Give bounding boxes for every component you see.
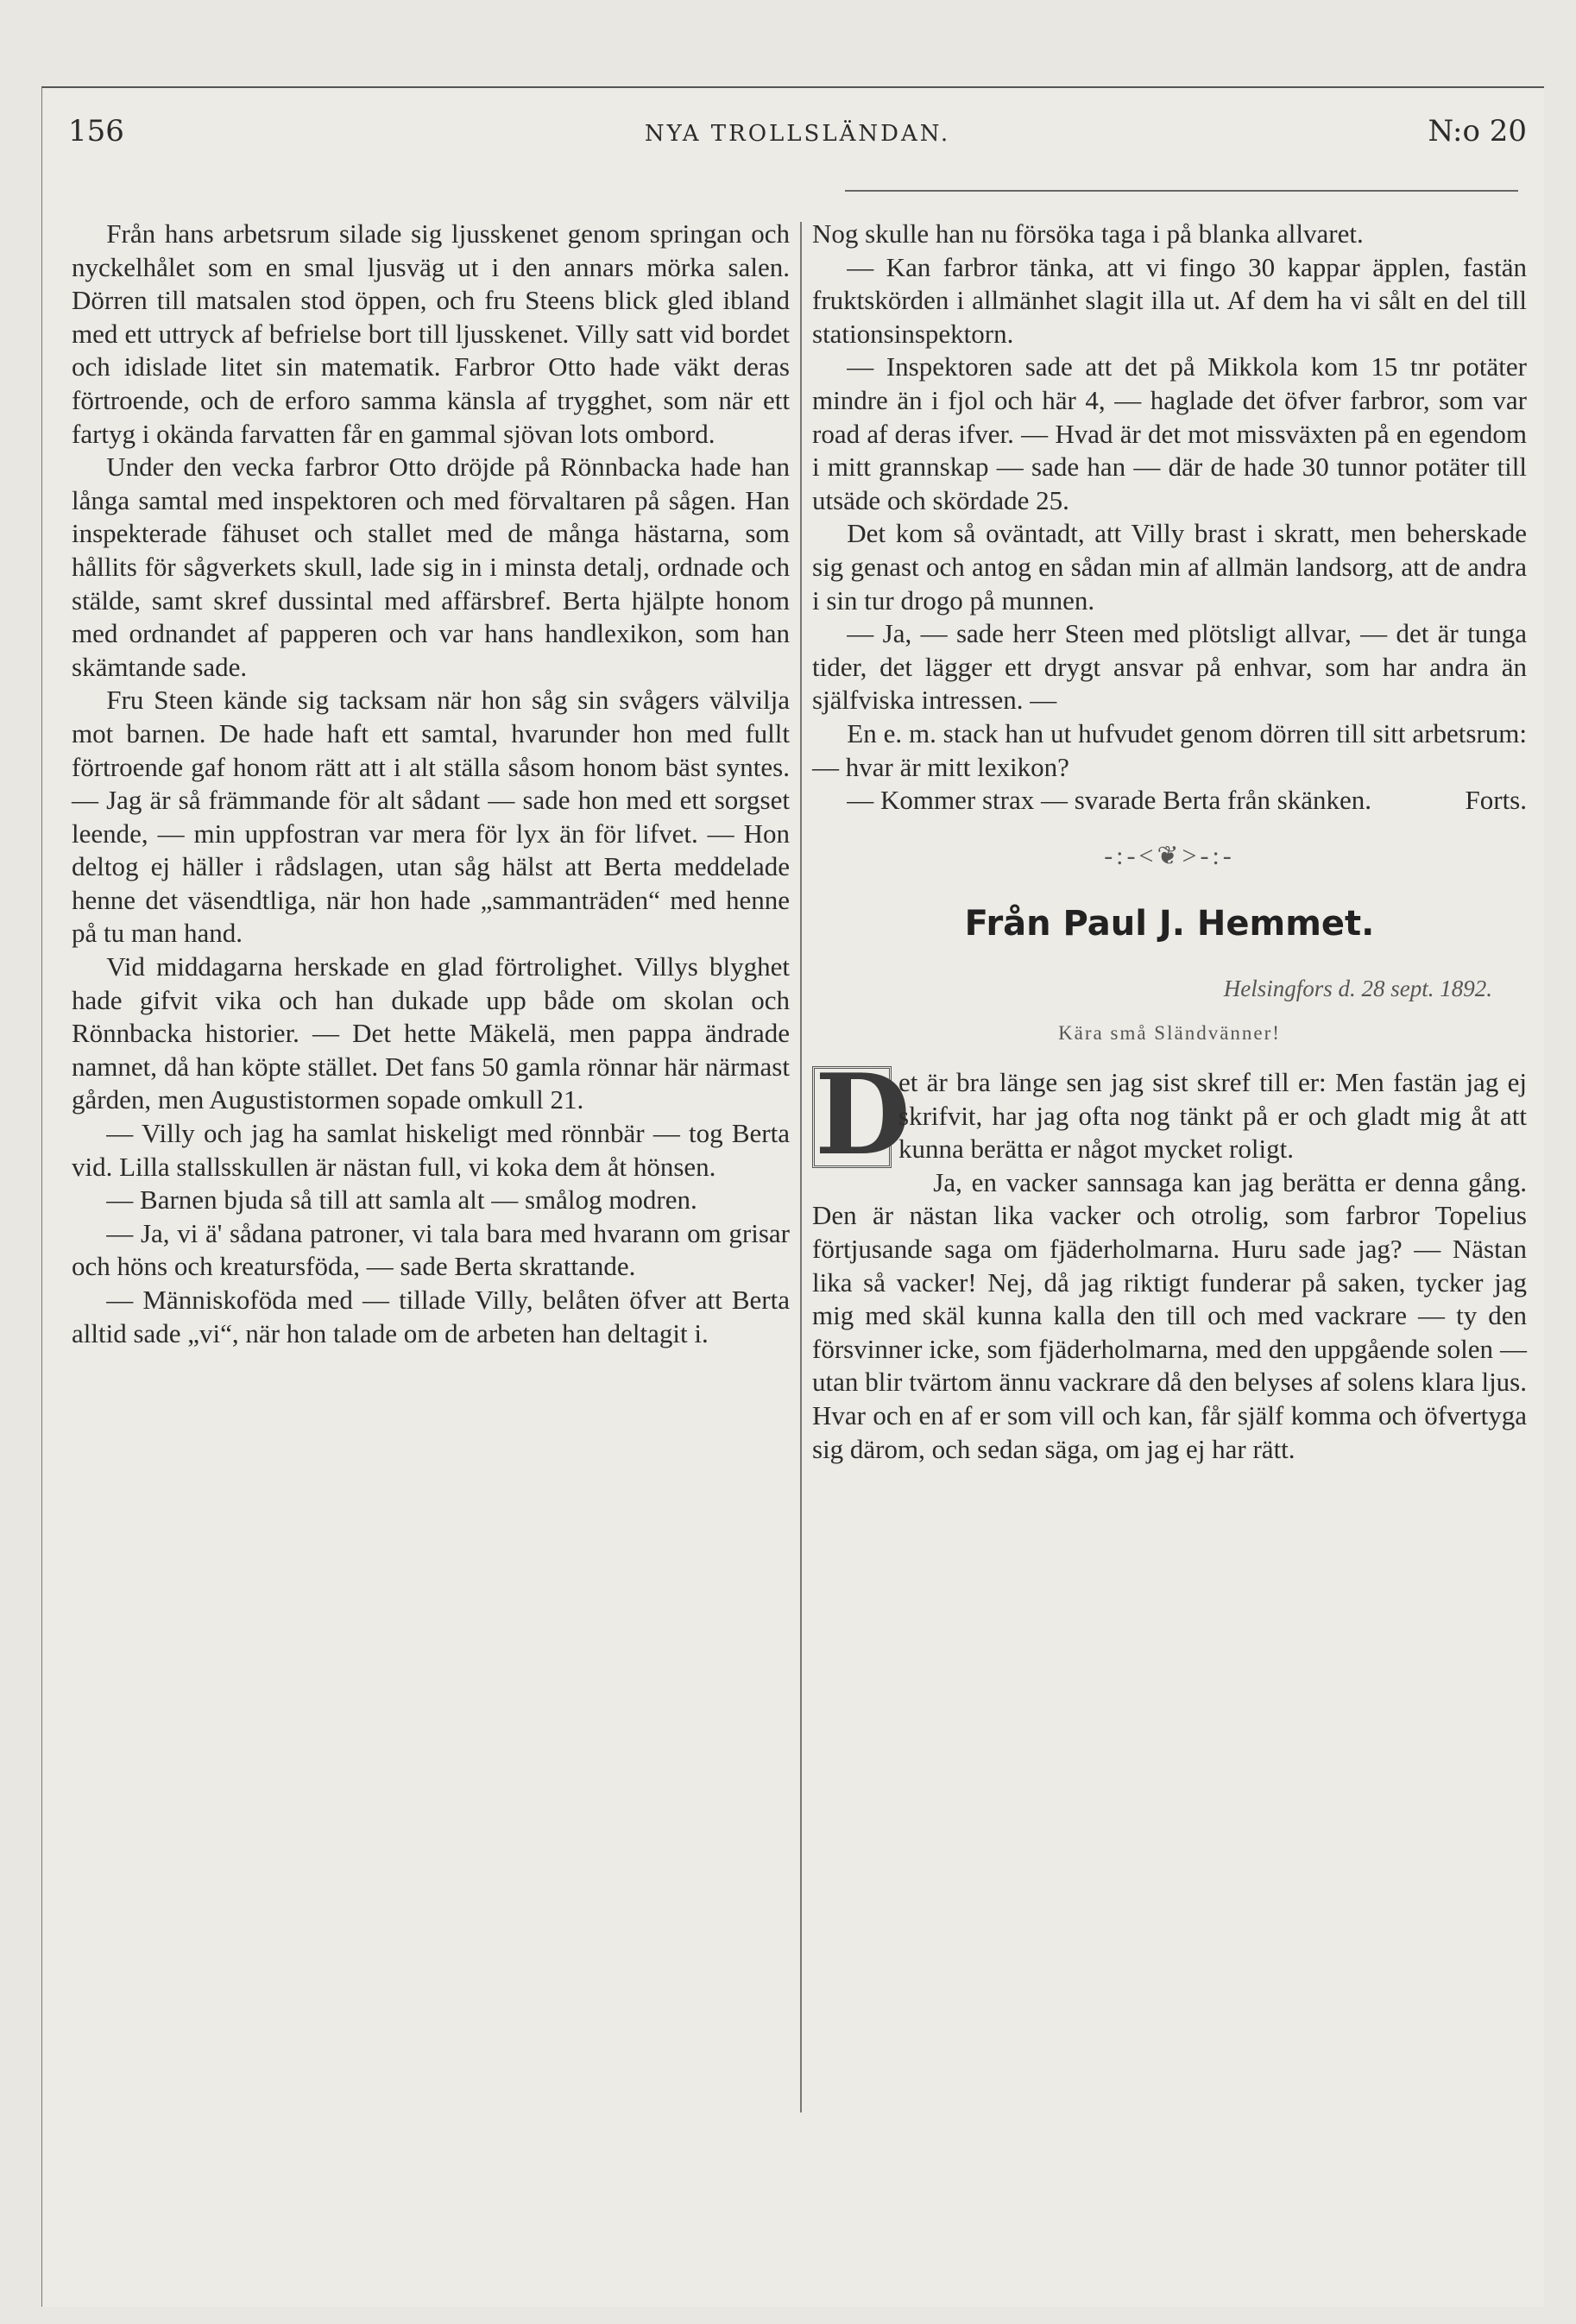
paragraph: — Kan farbror tänka, att vi fingo 30 kappar äpplen, fastän fruktskörden i allmänhet slagit illa ut. Af dem ha vi sålt en del till stationsinspektorn. (812, 251, 1527, 349)
letter-dateline: Helsingfors d. 28 sept. 1892. (1223, 975, 1492, 1001)
journal-title: NYA TROLLSLÄNDAN. (644, 121, 951, 147)
paragraph: Ja, en vacker sannsaga kan jag berätta er denna gång. Den är nästan lika vacker och otrolig, som farbror Topelius förtjusande saga om fjäderholmarna. Huru sade jag? — Nästan lika så vacker! Nej, då jag riktigt funderar på saken, tycker jag mig med skäl kunna kalla den till och med vackrare — ty den försvinner icke, som fjäderholmarna, med den uppgående solen — utan blir tvärtom ännu vackrare då den belyses af solens klara ljus. Hvar och en af er som vill och kan, får själf komma och öfvertyga sig därom, och sedan säga, om jag ej har rätt. (812, 1166, 1527, 1464)
continued-marker: Forts. (1465, 785, 1527, 816)
paragraph: Det kom så oväntadt, att Villy brast i skratt, men beherskade sig genast och antog en sådan min af allmän landsorg, att de andra i sin tur drogo på munnen. (812, 518, 1527, 616)
paragraph: — Ja, vi ä' sådana patroner, vi tala bara med hvarann om grisar och höns och kreatursföda, — sade Berta skrattande. (72, 1217, 790, 1282)
letter-salutation: Kära små Sländvänner! (1058, 1022, 1281, 1045)
ornament-divider: -:-<❦>-:- (1104, 841, 1235, 870)
paragraph: — Villy och jag ha samlat hiskeligt med rönnbär — tog Berta vid. Lilla stallsskullen är nästan full, vi koka dem åt hönsen. (72, 1118, 790, 1182)
right-column (812, 218, 1527, 1466)
paragraph: — Inspektoren sade att det på Mikkola kom 15 tnr potäter mindre än i fjol och här 4, — haglade det öfver farbror, som var road af deras ifver. — Hvad är det mot missväxten på en egendom i mitt grannskap — sade han — där de hade 30 tunnor potäter till utsäde och skördade 25. (812, 351, 1527, 515)
closing-text: — Kommer strax — svarade Berta från skänken. (847, 785, 1372, 816)
page-number: 156 (68, 114, 124, 148)
left-column (72, 218, 790, 1350)
paragraph: Nog skulle han nu försöka taga i på blanka allvaret. (812, 218, 1364, 249)
issue-number: N:o 20 (1428, 114, 1527, 148)
newspaper-page (41, 86, 1544, 2307)
paragraph (812, 784, 1527, 818)
paragraph (812, 1051, 1527, 1181)
paragraph: — Människoföda med — tillade Villy, belåten öfver att Berta alltid sade „vi“, när hon talade om de arbeten han deltagit i. (72, 1285, 790, 1348)
column-divider (800, 222, 802, 2112)
paragraph: — Ja, — sade herr Steen med plötsligt allvar, — det är tunga tider, det lägger ett drygt ansvar på enhvar, som har andra än själfviska intressen. — (812, 618, 1527, 716)
letter-opening-text: et är bra länge sen jag sist skref till er: Men fastän jag ej skrifvit, har jag ofta nog tänkt på er och gladt mig åt att kunna berätta er något mycket roligt. (898, 1067, 1527, 1165)
paragraph: Från hans arbetsrum silade sig ljusskenet genom springan och nyckelhålet som en smal ljusväg ut i den annars mörka salen. Dörren till matsalen stod öppen, och fru Steens blick gled ibland med ett uttryck af befrielse bort till ljusskenet. Villy satt vid bordet och idislade litet sin matematik. Farbror Otto hade väkt deras förtroende, och de erforo samma känsla af trygghet, som när ett fartyg i okända farvatten får en gammal sjövan lots ombord. (72, 218, 790, 449)
paragraph: — Barnen bjuda så till att samla alt — smålog modren. (106, 1184, 697, 1216)
page-header (68, 114, 1527, 166)
paragraph: Fru Steen kände sig tacksam när hon såg sin svågers välvilja mot barnen. De hade haft ett samtal, hvarunder hon med fullt förtroende gaf honom rätt att i alt ställa såsom honom bäst syntes. — Jag är så främmande för alt sådant — sade hon med ett sorgset leende, — min uppfostran var mera för lyx än för lifvet. — Hon deltog ej häller i rådslagen, utan såg hälst att Berta meddelade henne det väsendtliga, när hon hade „sammanträden“ med henne på tu man hand. (72, 685, 790, 949)
paragraph: Under den vecka farbror Otto dröjde på Rönnbacka hade han långa samtal med inspektoren och med förvaltaren på sågen. Han inspekterade fähuset och stallet med de många hästarna, som hållits för sågverkets skull, lade sig in i minsta detalj, ordnade och stälde, samt skref dussintal med affärsbref. Berta hjälpte honom med ordnandet af papperen och var hans handlexikon, som han skämtande sade. (72, 452, 790, 682)
drop-cap: D (812, 1066, 892, 1168)
header-rule (845, 190, 1518, 192)
paragraph: Vid middagarna herskade en glad förtrolighet. Villys blyghet hade gifvit vika och han dukade upp både om skolan och Rönnbacka historier. — Det hette Mäkelä, men pappa ändrade namnet, då han köpte stället. Det fans 50 gamla rönnar här närmast gården, men Augustistormen sopade omkull 21. (72, 951, 790, 1115)
paragraph: En e. m. stack han ut hufvudet genom dörren till sitt arbetsrum: — hvar är mitt lexikon? (812, 717, 1527, 782)
letter-heading: Från Paul J. Hemmet. (964, 904, 1375, 944)
